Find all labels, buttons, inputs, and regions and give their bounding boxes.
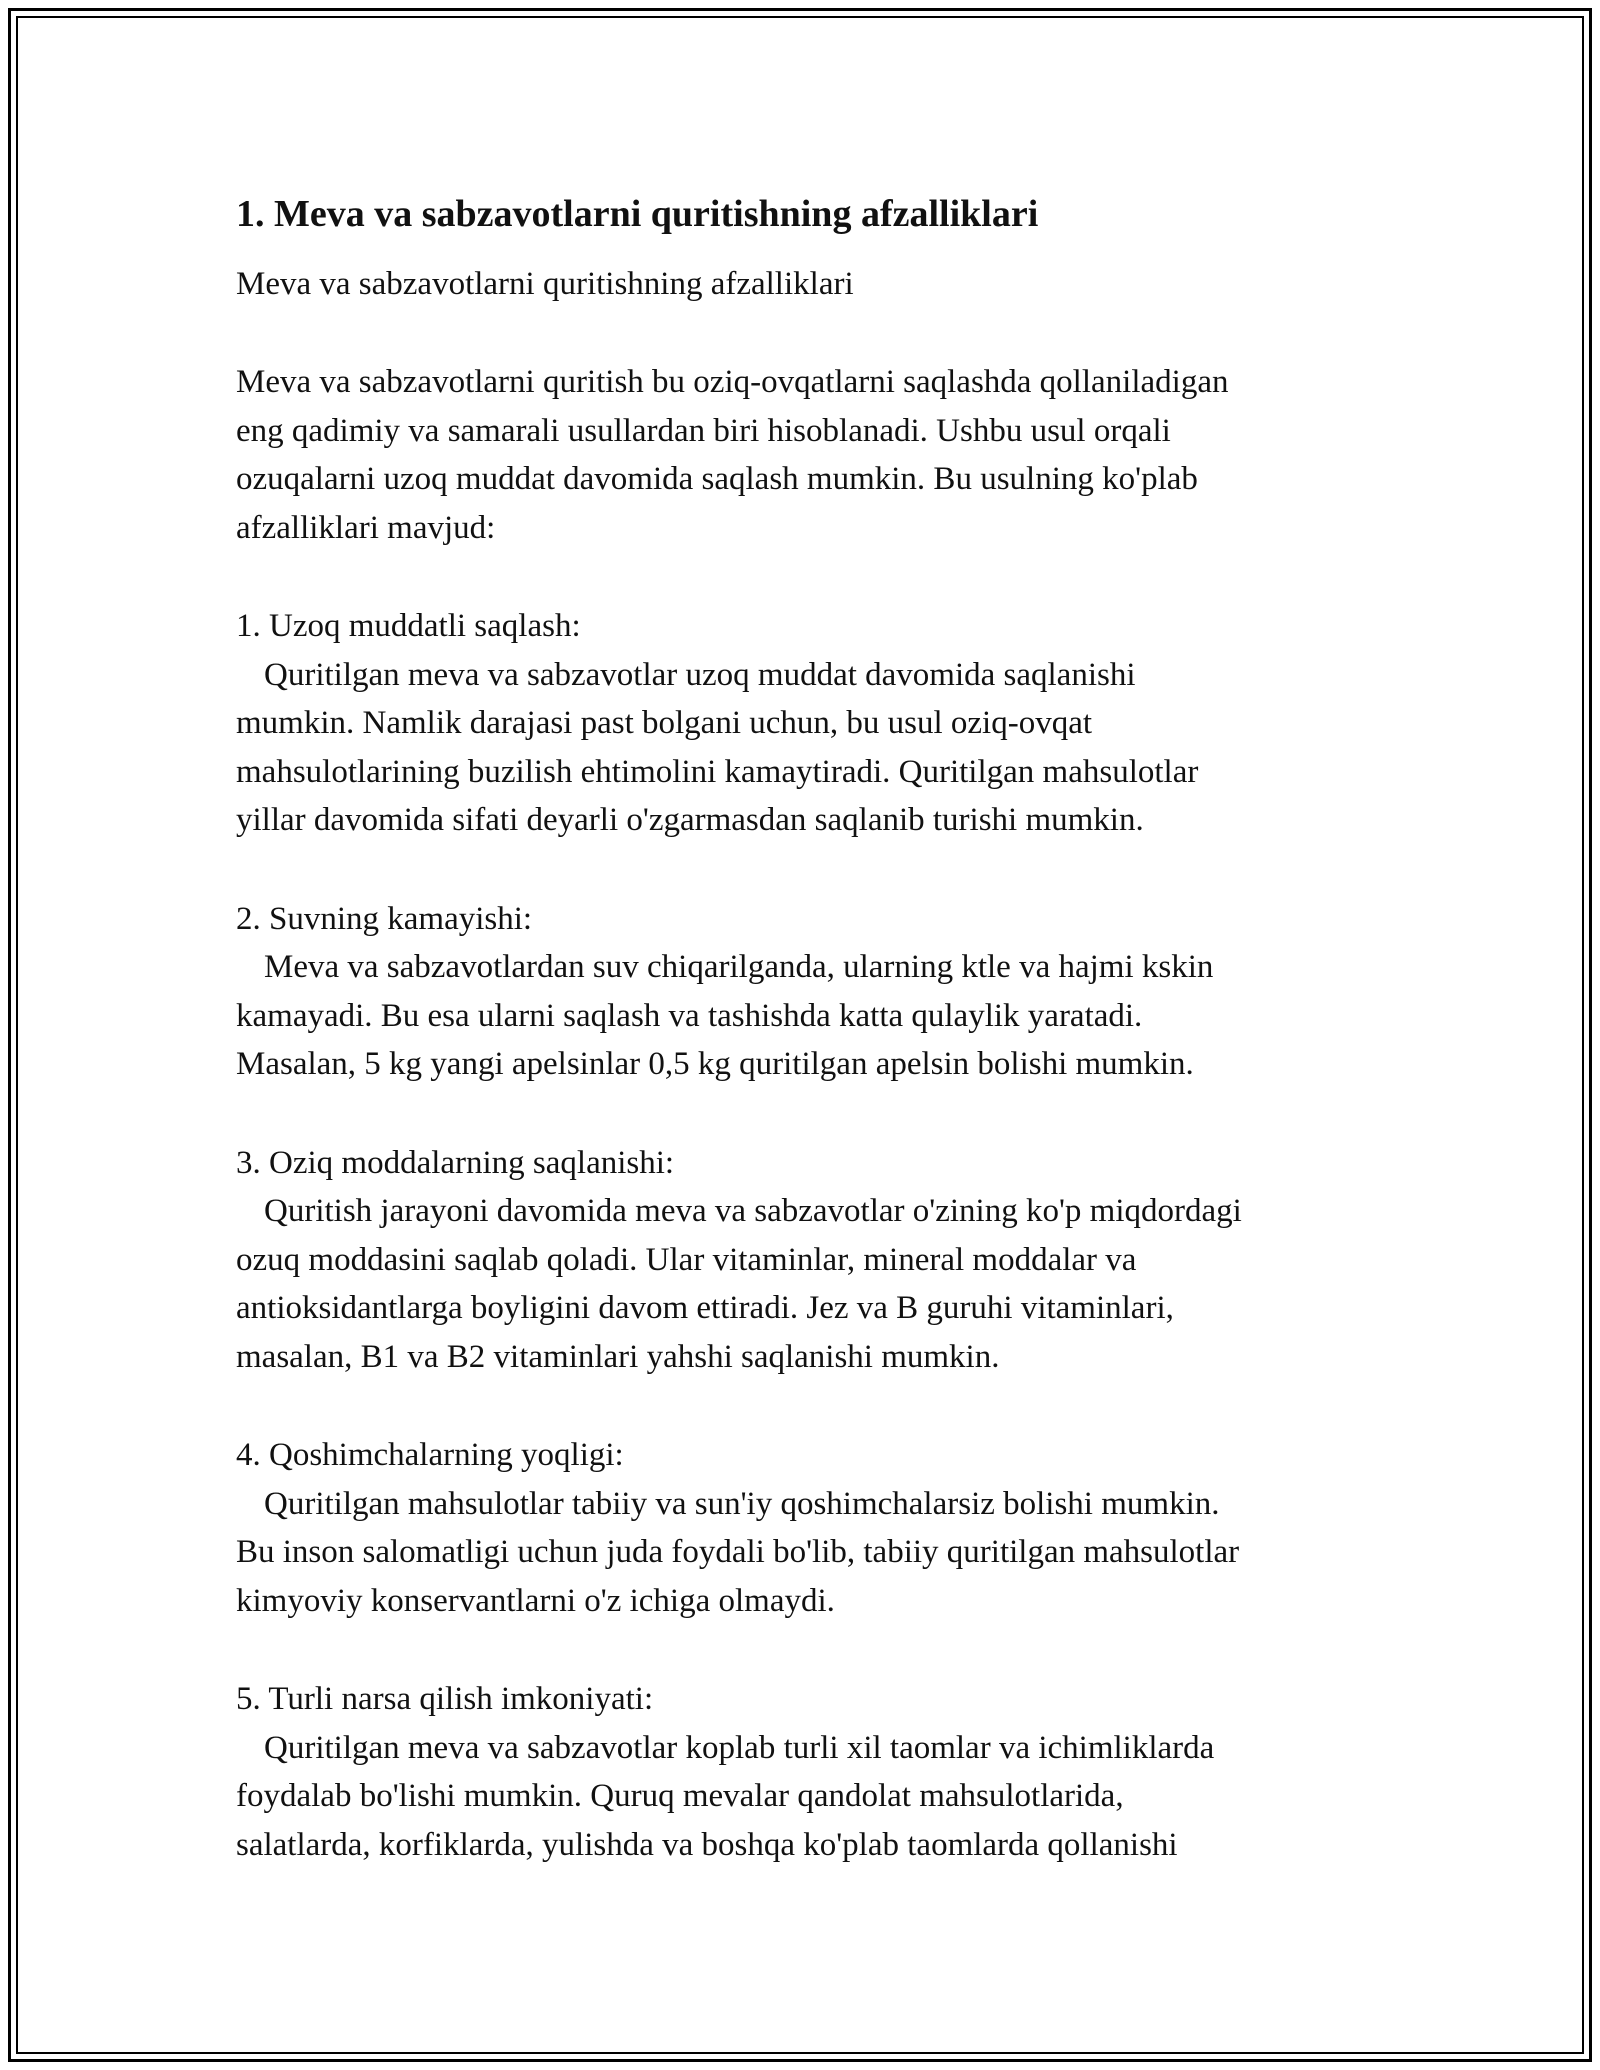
section-body [236, 943, 1376, 1089]
intro-line: eng qadimiy va samarali usullardan biri hisoblanadi. Ushbu usul orqali [236, 412, 1171, 449]
section-heading: 4. Qoshimchalarning yoqligi: [236, 1437, 624, 1473]
document-page [236, 190, 1376, 1869]
section-suvning-kamayishi [236, 895, 1376, 1089]
section-line: masalan, B1 va B2 vitaminlari yahshi saqlanishi mumkin. [236, 1338, 1000, 1375]
section-heading: 2. Suvning kamayishi: [236, 900, 533, 937]
section-qoshimchalarning-yoqligi [236, 1431, 1376, 1625]
section-line: mumkin. Namlik darajasi past bolgani uchun, bu usul oziq-ovqat [236, 705, 1093, 741]
section-line: antioksidantlarga boyligini davom ettiradi. Jez va B guruhi vitaminlari, [236, 1290, 1174, 1326]
section-body [236, 1187, 1376, 1381]
intro-line: afzalliklari mavjud: [236, 509, 496, 546]
intro-paragraph [236, 358, 1376, 552]
section-line: Meva va sabzavotlardan suv chiqarilganda, ularning ktle va hajmi kskin [264, 949, 1214, 985]
section-line: ozuq moddasini saqlab qoladi. Ular vitaminlar, mineral moddalar va [236, 1241, 1137, 1278]
section-line: salatlarda, korfiklarda, yulishda va boshqa ko'plab taomlarda qollanishi [236, 1826, 1178, 1863]
section-line: Quritilgan meva va sabzavotlar koplab turli xil taomlar va ichimliklarda [264, 1729, 1215, 1766]
intro-line: ozuqalarni uzoq muddat davomida saqlash mumkin. Bu usulning ko'plab [236, 461, 1198, 497]
section-line: foydalab bo'lishi mumkin. Quruq mevalar qandolat mahsulotlarida, [236, 1778, 1124, 1814]
section-line: kimyoviy konservantlarni o'z ichiga olmaydi. [236, 1582, 835, 1619]
section-line: Quritilgan meva va sabzavotlar uzoq muddat davomida saqlanishi [264, 656, 1136, 693]
section-body [236, 651, 1376, 845]
section-line: Quritilgan mahsulotlar tabiiy va sun'iy qoshimchalarsiz bolishi mumkin. [264, 1485, 1220, 1522]
section-line: Bu inson salomatligi uchun juda foydali bo'lib, tabiiy quritilgan mahsulotlar [236, 1534, 1240, 1570]
section-line: mahsulotlarining buzilish ehtimolini kamaytiradi. Quritilgan mahsulotlar [236, 753, 1199, 790]
section-line: kamayadi. Bu esa ularni saqlash va tashishda katta qulaylik yaratadi. [236, 997, 1143, 1034]
section-uzoq-muddatli-saqlash [236, 602, 1376, 845]
section-turli-narsa-qilish [236, 1675, 1376, 1869]
document-title: 1. Meva va sabzavotlarni quritishning afzalliklari [236, 193, 1039, 235]
document-subtitle: Meva va sabzavotlarni quritishning afzalliklari [236, 266, 854, 302]
section-heading: 1. Uzoq muddatli saqlash: [236, 608, 581, 644]
section-body [236, 1480, 1376, 1626]
section-body [236, 1724, 1376, 1870]
intro-line: Meva va sabzavotlarni quritish bu oziq-ovqatlarni saqlashda qollaniladigan [236, 364, 1229, 400]
section-heading: 5. Turli narsa qilish imkoniyati: [236, 1681, 654, 1717]
section-heading: 3. Oziq moddalarning saqlanishi: [236, 1144, 675, 1181]
section-line: yillar davomida sifati deyarli o'zgarmasdan saqlanib turishi mumkin. [236, 802, 1144, 838]
section-line: Masalan, 5 kg yangi apelsinlar 0,5 kg quritilgan apelsin bolishi mumkin. [236, 1046, 1194, 1082]
section-oziq-moddalarning-saqlanishi [236, 1139, 1376, 1382]
section-line: Quritish jarayoni davomida meva va sabzavotlar o'zining ko'p miqdordagi [264, 1193, 1242, 1229]
